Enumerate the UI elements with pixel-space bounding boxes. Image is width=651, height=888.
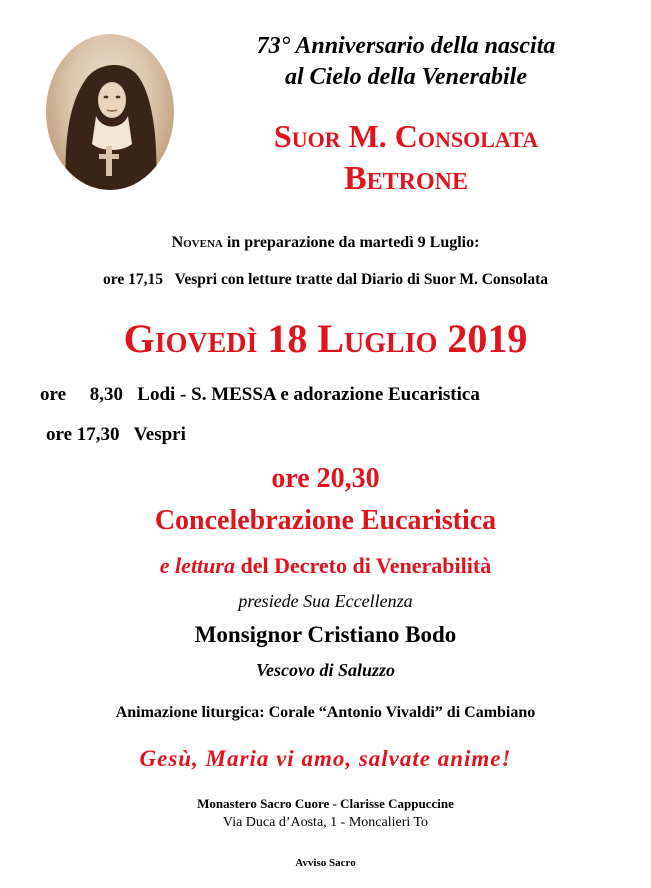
novena-announcement [0, 234, 651, 252]
monastery-address: Via Duca d’Aosta, 1 - Moncalieri To [222, 815, 429, 830]
monastery-name: Monastero Sacro Cuore - Clarisse Cappuccine [197, 796, 454, 811]
schedule-prefix: ore [46, 424, 73, 445]
motto: Gesù, Maria vi amo, salvate anime! [139, 746, 512, 771]
schedule-row-vespri [46, 424, 186, 446]
lettura-rest: del Decreto di Venerabilità [234, 553, 492, 578]
main-date: Giovedì 18 Luglio 2019 [123, 316, 528, 361]
novena-details: in preparazione da martedì 9 Luglio: [222, 234, 480, 251]
schedule-time: 17,30 [76, 424, 120, 445]
schedule-text: Vespri [133, 424, 186, 445]
decree-reading [0, 553, 651, 579]
liturgical-animation: Animazione liturgica: Corale “Antonio Vivaldi” di Cambiano [115, 704, 536, 721]
portrait-image [46, 34, 174, 190]
anniversary-line-1: 73° Anniversario della nascita [256, 33, 556, 59]
novena-vespers [0, 271, 651, 289]
celebrant-role: Vescovo di Saluzzo [255, 660, 396, 680]
celebrant-name: Monsignor Cristiano Bodo [194, 622, 457, 647]
venerable-name-line-2: Betrone [343, 160, 469, 197]
venerable-name-line-1: Suor M. Consolata [273, 118, 539, 154]
notice-label: Avviso Sacro [295, 857, 356, 869]
evening-title: Concelebrazione Eucaristica [154, 505, 497, 536]
nun-portrait-photo [46, 34, 174, 190]
novena-time: ore 17,15 [102, 271, 163, 288]
novena-vespers-text: Vespri con letture tratte dal Diario di Suor M. Consolata [174, 271, 549, 288]
schedule-row-lodi [40, 384, 480, 406]
schedule-text: Lodi - S. MESSA e adorazione Eucaristica [137, 384, 480, 405]
lettura-italic: e lettura [159, 553, 235, 578]
evening-time: ore 20,30 [271, 463, 380, 494]
anniversary-line-2: al Cielo della Venerabile [285, 64, 527, 90]
presiding-line: presiede Sua Eccellenza [238, 591, 413, 611]
novena-label: Novena [171, 234, 223, 251]
schedule-prefix: ore [40, 384, 67, 405]
schedule-time: 8,30 [89, 384, 124, 405]
